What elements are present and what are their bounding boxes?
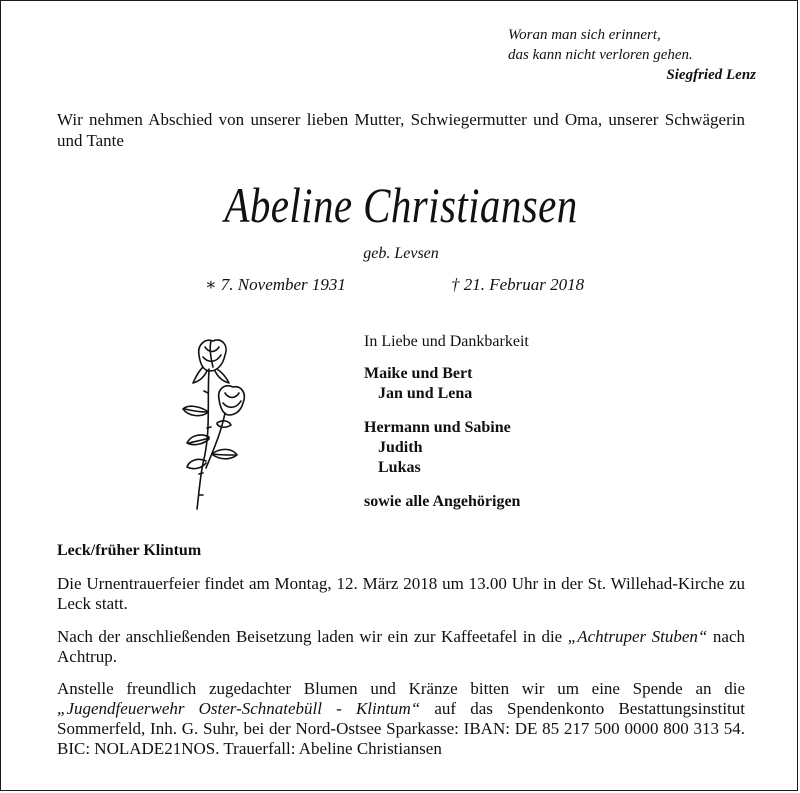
mourners-lead: In Liebe und Dankbarkeit	[364, 333, 529, 350]
charity-name: „Jugendfeuerwehr Oster-Schnatebüll - Klintum“	[57, 699, 421, 718]
intro-text: Wir nehmen Abschied von unserer lieben Mutter, Schwiegermutter und Oma, unserer Schwägerin und Tante	[57, 110, 745, 150]
place-heading: Leck/früher Klintum	[57, 542, 202, 559]
reception-text-end: nach Achtrup.	[57, 627, 746, 666]
quote-line-2: das kann nicht verloren gehen.	[508, 47, 693, 63]
mourner-line: Jan und Lena	[378, 385, 473, 402]
mourners-others: sowie alle Angehörigen	[364, 493, 521, 510]
rose-icon	[173, 333, 253, 513]
quote-author: Siegfried Lenz	[666, 67, 756, 83]
venue-name: „Achtruper Stuben“	[567, 627, 708, 646]
mourner-group-1	[364, 364, 744, 404]
donation-text-end: auf das Spendenkonto Bestattungsinstitut Sommerfeld, Inh. G. Suhr, bei der Nord-Ostsee Sparkasse: IBAN: DE 85 217 500 0000 800 313 54. BIC: NOLADE21NOS. Trauerfall: Abeline Christiansen	[57, 699, 746, 758]
mourner-group-2	[364, 418, 744, 478]
mourner-line: Lukas	[378, 459, 421, 476]
mourner-line: Judith	[378, 439, 423, 456]
donation-paragraph	[57, 679, 745, 759]
quote-line-1: Woran man sich erinnert,	[508, 27, 661, 43]
ceremony-paragraph: Die Urnentrauerfeier findet am Montag, 12. März 2018 um 13.00 Uhr in der St. Willehad-Kirche zu Leck statt.	[57, 574, 745, 613]
birth-date: ∗ 7. November 1931	[205, 275, 346, 294]
reception-paragraph	[57, 627, 745, 667]
deceased-name: Abeline Christiansen	[224, 177, 578, 233]
reception-text: Nach der anschließenden Beisetzung laden wir ein zur Kaffeetafel in die	[57, 627, 568, 646]
epigraph-quote	[508, 25, 756, 85]
mourner-line: Hermann und Sabine	[364, 419, 511, 436]
mourners-list	[364, 332, 744, 526]
mourner-line: Maike und Bert	[364, 365, 473, 382]
donation-text: Anstelle freundlich zugedachter Blumen und Kränze bitten wir um eine Spende an die	[57, 679, 745, 698]
born-name: geb. Levsen	[363, 245, 439, 262]
death-date: † 21. Februar 2018	[451, 275, 585, 294]
